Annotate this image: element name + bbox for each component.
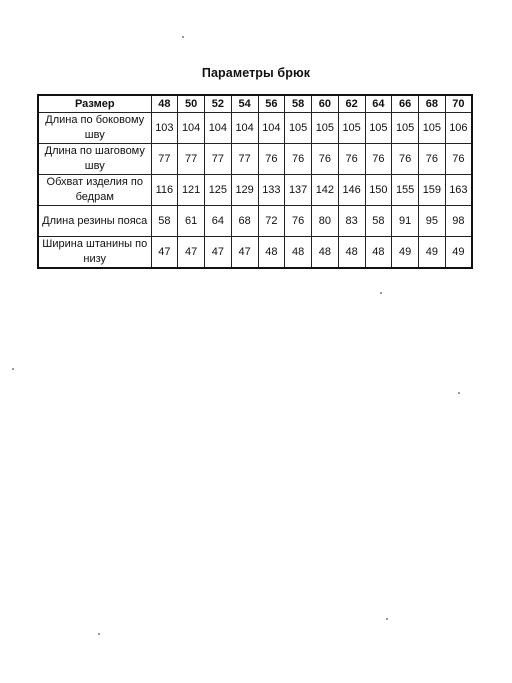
table-cell: 77: [151, 144, 178, 175]
table-cell: 116: [151, 175, 178, 206]
table-cell: 150: [365, 175, 392, 206]
table-cell: 104: [258, 113, 285, 144]
header-size-label: Размер: [38, 95, 151, 113]
table-cell: 103: [151, 113, 178, 144]
row-label: Длина по боковому шву: [38, 113, 151, 144]
table-cell: 80: [312, 206, 339, 237]
table-cell: 95: [419, 206, 446, 237]
table-cell: 76: [445, 144, 472, 175]
size-header: 60: [312, 95, 339, 113]
table-cell: 98: [445, 206, 472, 237]
table-cell: 104: [205, 113, 232, 144]
table-cell: 105: [419, 113, 446, 144]
table-cell: 137: [285, 175, 312, 206]
table-cell: 133: [258, 175, 285, 206]
scan-speck: [182, 36, 184, 38]
table-cell: 77: [231, 144, 258, 175]
table-cell: 48: [285, 237, 312, 269]
table-cell: 105: [365, 113, 392, 144]
size-header: 62: [338, 95, 365, 113]
document-title: Параметры брюк: [201, 66, 311, 80]
size-header: 50: [178, 95, 205, 113]
table-cell: 48: [312, 237, 339, 269]
table-row: [38, 237, 472, 269]
size-header: 70: [445, 95, 472, 113]
row-label: Ширина штанины по низу: [38, 237, 151, 269]
table-cell: 146: [338, 175, 365, 206]
table-cell: 106: [445, 113, 472, 144]
scan-speck: [458, 392, 460, 394]
table-row: [38, 144, 472, 175]
table-cell: 72: [258, 206, 285, 237]
table-cell: 104: [231, 113, 258, 144]
table-cell: 48: [338, 237, 365, 269]
scan-speck: [380, 292, 382, 294]
size-header: 68: [419, 95, 446, 113]
size-header: 58: [285, 95, 312, 113]
table-cell: 121: [178, 175, 205, 206]
table-cell: 76: [392, 144, 419, 175]
table-cell: 58: [365, 206, 392, 237]
table-cell: 49: [445, 237, 472, 269]
table-cell: 142: [312, 175, 339, 206]
scan-speck: [98, 633, 100, 635]
size-header: 56: [258, 95, 285, 113]
table-header-row: [38, 95, 472, 113]
scan-speck: [12, 368, 14, 370]
table-row: [38, 206, 472, 237]
size-header: 52: [205, 95, 232, 113]
table-cell: 47: [231, 237, 258, 269]
table-cell: 47: [151, 237, 178, 269]
row-label: Длина по шаговому шву: [38, 144, 151, 175]
table-cell: 76: [338, 144, 365, 175]
table-cell: 163: [445, 175, 472, 206]
table-cell: 49: [392, 237, 419, 269]
table-cell: 61: [178, 206, 205, 237]
table-cell: 83: [338, 206, 365, 237]
size-header: 48: [151, 95, 178, 113]
table-cell: 129: [231, 175, 258, 206]
table-cell: 105: [392, 113, 419, 144]
table-cell: 76: [365, 144, 392, 175]
table-cell: 49: [419, 237, 446, 269]
table-cell: 77: [205, 144, 232, 175]
table-cell: 76: [419, 144, 446, 175]
size-header: 66: [392, 95, 419, 113]
table-cell: 125: [205, 175, 232, 206]
table-cell: 77: [178, 144, 205, 175]
row-label: Обхват изделия по бедрам: [38, 175, 151, 206]
row-label: Длина резины пояса: [38, 206, 151, 237]
table-cell: 47: [205, 237, 232, 269]
table-cell: 68: [231, 206, 258, 237]
table-cell: 76: [312, 144, 339, 175]
table-cell: 159: [419, 175, 446, 206]
table-cell: 91: [392, 206, 419, 237]
table-cell: 47: [178, 237, 205, 269]
size-chart-table: [37, 94, 473, 269]
table-cell: 105: [285, 113, 312, 144]
size-header: 54: [231, 95, 258, 113]
scan-speck: [386, 618, 388, 620]
table-row: [38, 175, 472, 206]
table-cell: 58: [151, 206, 178, 237]
table-cell: 105: [312, 113, 339, 144]
table-cell: 76: [285, 206, 312, 237]
table-cell: 48: [365, 237, 392, 269]
size-header: 64: [365, 95, 392, 113]
table-cell: 48: [258, 237, 285, 269]
table-row: [38, 113, 472, 144]
table-cell: 105: [338, 113, 365, 144]
table-cell: 64: [205, 206, 232, 237]
table-cell: 76: [285, 144, 312, 175]
table-cell: 76: [258, 144, 285, 175]
table-cell: 155: [392, 175, 419, 206]
table-cell: 104: [178, 113, 205, 144]
